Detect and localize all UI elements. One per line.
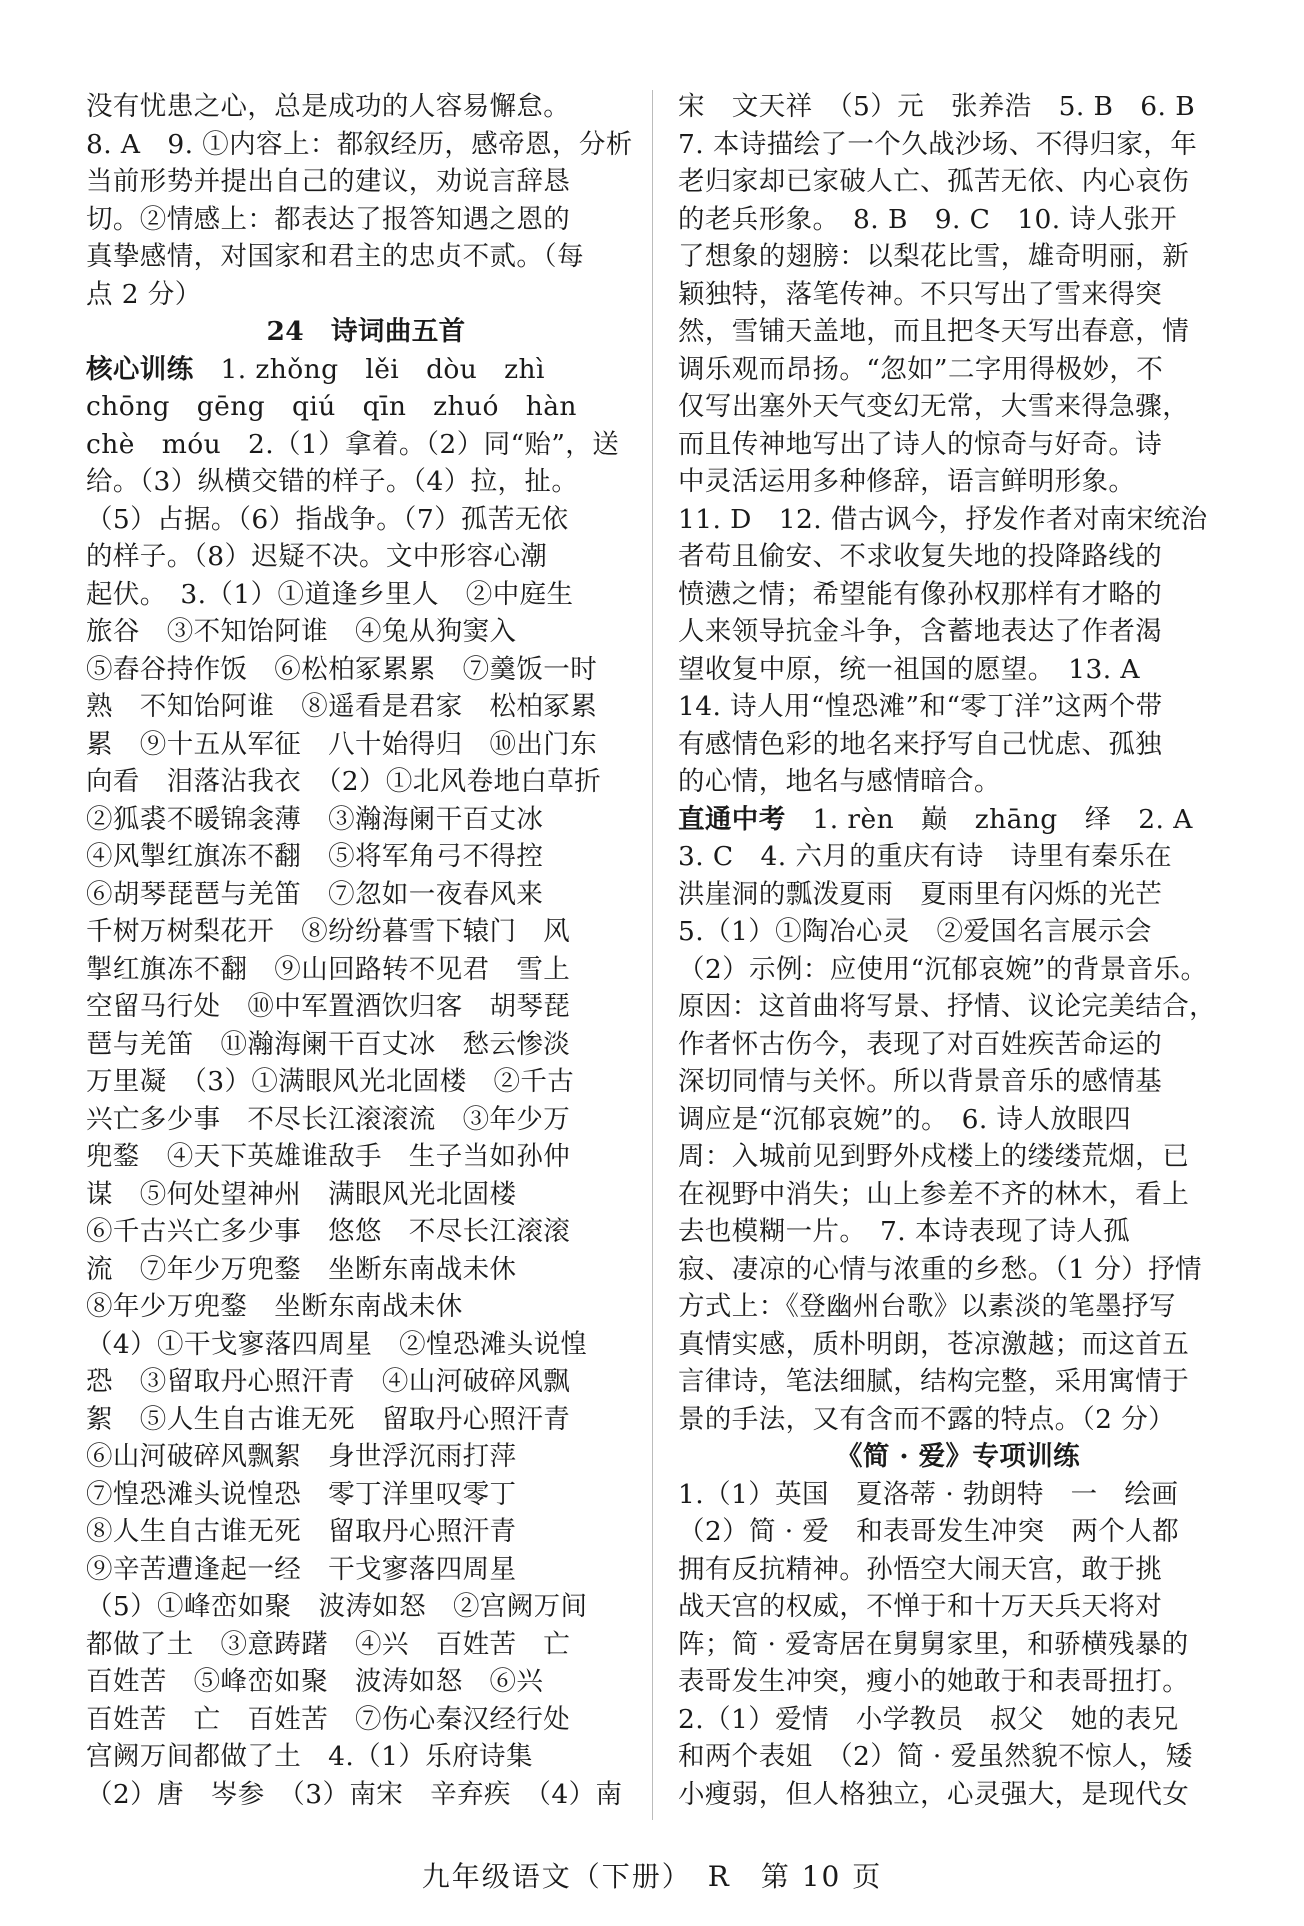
answer-line: 者苟且偷安、不求收复失地的投降路线的 [678, 541, 1163, 572]
section-heading: 24 诗词曲五首 [266, 316, 466, 347]
answer-line: 人来领导抗金斗争，含蓄地表达了作者渴 [678, 616, 1163, 647]
answer-line: 景的手法，又有含而不露的特点。（2 分） [678, 1403, 1176, 1435]
answer-line: chōng gēng qiú qīn zhuó hàn [86, 391, 577, 422]
answer-line: 百姓苦 ⑤峰峦如聚 波涛如怒 ⑥兴 [86, 1666, 544, 1697]
answer-line: 空留马行处 ⑩中军置酒饮归客 胡琴琵 [86, 991, 571, 1022]
answer-line: 万里凝 （3）①满眼风光北固楼 ②千古 [86, 1066, 575, 1097]
answer-line: 切。②情感上：都表达了报答知遇之恩的 [86, 203, 571, 235]
section-heading: 《简 · 爱》专项训练 [835, 1441, 1081, 1472]
answer-line: 的样子。（8）迟疑不决。文中形容心潮 [86, 541, 548, 572]
answer-line: ④风掣红旗冻不翻 ⑤将军角弓不得控 [86, 841, 544, 872]
answer-line: 累 ⑨十五从军征 八十始得归 ⑩出门东 [86, 728, 598, 760]
answer-line: 去也模糊一片。 7. 本诗表现了诗人孤 [678, 1216, 1131, 1247]
answer-line: （5）①峰峦如聚 波涛如怒 ②宫阙万间 [86, 1591, 588, 1622]
answer-line: 有感情色彩的地名来抒写自己忧虑、孤独 [678, 728, 1163, 760]
answer-line: 琶与羌笛 ⑪瀚海阑干百丈冰 愁云惨淡 [86, 1028, 571, 1060]
answer-text: 1. rèn 巅 zhāng 绎 2. A [785, 803, 1193, 835]
answer-line: （2）唐 岑参 （3）南宋 辛弃疾 （4）南 [86, 1778, 623, 1810]
answer-line: 1.（1）英国 夏洛蒂 · 勃朗特 一 绘画 [678, 1478, 1179, 1510]
answer-line: 表哥发生冲突，瘦小的她敢于和表哥扭打。 [678, 1666, 1190, 1697]
answer-line: 14. 诗人用“惶恐滩”和“零丁洋”这两个带 [678, 691, 1163, 722]
answer-line: chè móu 2.（1）拿着。（2）同“贻”，送 [86, 428, 620, 460]
answer-line: 千树万树梨花开 ⑧纷纷暮雪下辕门 风 [86, 916, 571, 947]
answer-line: （4）①干戈寥落四周星 ②惶恐滩头说惶 [86, 1328, 588, 1360]
answer-line: （2）简 · 爱 和表哥发生冲突 两个人都 [678, 1516, 1180, 1547]
answer-line: 11. D 12. 借古讽今，抒发作者对南宋统治 [678, 503, 1208, 535]
answer-text: 1. zhǒng lěi dòu zhì [193, 353, 545, 385]
answer-line: 给。（3）纵横交错的样子。（4）拉，扯。 [86, 466, 579, 497]
answer-line: （2）示例：应使用“沉郁哀婉”的背景音乐。 [678, 953, 1208, 985]
answer-line: 拥有反抗精神。孙悟空大闹天宫，敢于挑 [678, 1553, 1163, 1585]
answer-line: 8. A 9. ①内容上：都叙经历，感帝恩，分析 [86, 128, 633, 160]
answer-line: 兜鍪 ④天下英雄谁敌手 生子当如孙仲 [86, 1141, 571, 1172]
answer-line: 愤懑之情；希望能有像孙权那样有才略的 [678, 578, 1163, 610]
answer-line: ⑧年少万兜鍪 坐断东南战未休 [86, 1291, 463, 1322]
answer-line: 当前形势并提出自己的建议，劝说言辞恳 [86, 166, 571, 197]
answer-line: 调乐观而昂扬。“忽如”二字用得极妙，不 [678, 353, 1164, 385]
answer-line: 兴亡多少事 不尽长江滚滚流 ③年少万 [86, 1103, 571, 1135]
answer-line: ②狐裘不暖锦衾薄 ③瀚海阑干百丈冰 [86, 803, 544, 835]
section-label: 核心训练 [86, 353, 194, 385]
answer-line: 深切同情与关怀。所以背景音乐的感情基 [678, 1066, 1163, 1097]
answer-line: 而且传神地写出了诗人的惊奇与好奇。诗 [678, 428, 1163, 460]
answer-line: 宋 文天祥 （5）元 张养浩 5. B 6. B [678, 91, 1196, 122]
answer-line: 流 ⑦年少万兜鍪 坐断东南战未休 [86, 1253, 517, 1285]
answer-line: 战天宫的权威，不惮于和十万天兵天将对 [678, 1591, 1163, 1622]
answer-line: ⑥山河破碎风飘絮 身世浮沉雨打萍 [86, 1441, 517, 1472]
answer-line: 阵；简 · 爱寄居在舅舅家里，和骄横残暴的 [678, 1628, 1189, 1660]
answer-line: 谋 ⑤何处望神州 满眼风光北固楼 [86, 1178, 517, 1210]
answer-line: 和两个表姐 （2）简 · 爱虽然貌不惊人，矮 [678, 1741, 1193, 1772]
answer-line: 小瘦弱，但人格独立，心灵强大，是现代女 [678, 1778, 1190, 1810]
answer-line: 调应是“沉郁哀婉”的。 6. 诗人放眼四 [678, 1103, 1132, 1135]
answer-line: 恐 ③留取丹心照汗青 ④山河破碎风飘 [86, 1366, 571, 1397]
answer-line: 了想象的翅膀：以梨花比雪，雄奇明丽，新 [678, 241, 1190, 272]
answer-line: 百姓苦 亡 百姓苦 ⑦伤心秦汉经行处 [86, 1703, 571, 1735]
left-column [86, 88, 646, 1813]
answer-line: 点 2 分） [86, 278, 202, 310]
answer-line: ⑥胡琴琵琶与羌笛 ⑦忽如一夜春风来 [86, 878, 544, 910]
answer-line: 周：入城前见到野外戍楼上的缕缕荒烟，已 [678, 1141, 1190, 1172]
answer-line: 3. C 4. 六月的重庆有诗 诗里有秦乐在 [678, 841, 1172, 872]
answer-line: 然，雪铺天盖地，而且把冬天写出春意，情 [678, 316, 1190, 347]
section-line [678, 801, 1238, 839]
answer-line: 熟 不知饴阿谁 ⑧遥看是君家 松柏冢累 [86, 691, 598, 722]
answer-line: 没有忧患之心，总是成功的人容易懈怠。 [86, 91, 571, 122]
answer-line: 方式上：《登幽州台歌》以素淡的笔墨抒写 [678, 1291, 1176, 1322]
answer-line: ⑤舂谷持作饭 ⑥松柏冢累累 ⑦羹饭一时 [86, 653, 598, 685]
answer-line: 寂、凄凉的心情与浓重的乡愁。（1 分）抒情 [678, 1253, 1202, 1285]
answer-line: 的心情，地名与感情暗合。 [678, 766, 1001, 797]
answer-line: 望收复中原，统一祖国的愿望。 13. A [678, 653, 1140, 685]
page-footer: 九年级语文（下册） R 第 10 页 [421, 1860, 883, 1893]
column-divider [652, 90, 653, 1820]
answer-line: 洪崖洞的瓢泼夏雨 夏雨里有闪烁的光芒 [678, 878, 1163, 910]
answer-line: ⑥千古兴亡多少事 悠悠 不尽长江滚滚 [86, 1216, 571, 1247]
answer-line: 5.（1）①陶冶心灵 ②爱国名言展示会 [678, 916, 1152, 947]
answer-line: 在视野中消失；山上参差不齐的林木，看上 [678, 1178, 1190, 1210]
section-label: 直通中考 [678, 803, 786, 835]
section-line [86, 351, 646, 389]
answer-line: 起伏。 3.（1）①道逢乡里人 ②中庭生 [86, 578, 574, 610]
answer-line: 真挚感情，对国家和君主的忠贞不贰。（每 [86, 241, 584, 272]
answer-line: 老归家却已家破人亡、孤苦无依、内心哀伤 [678, 166, 1190, 197]
answer-line: 掣红旗冻不翻 ⑨山回路转不见君 雪上 [86, 953, 571, 985]
answer-line: 原因：这首曲将写景、抒情、议论完美结合， [678, 991, 1216, 1022]
answer-line: 言律诗，笔法细腻，结构完整，采用寓情于 [678, 1366, 1190, 1397]
answer-line: 向看 泪落沾我衣 （2）①北风卷地白草折 [86, 766, 602, 797]
answer-line: ⑨辛苦遭逢起一经 干戈寥落四周星 [86, 1553, 517, 1585]
answer-line: 旅谷 ③不知饴阿谁 ④兔从狗窦入 [86, 616, 517, 647]
right-column [678, 88, 1238, 1813]
answer-line: ⑦惶恐滩头说惶恐 零丁洋里叹零丁 [86, 1478, 517, 1510]
answer-line: 的老兵形象。 8. B 9. C 10. 诗人张开 [678, 203, 1177, 235]
answer-line: 絮 ⑤人生自古谁无死 留取丹心照汗青 [86, 1403, 571, 1435]
answer-line: 中灵活运用多种修辞，语言鲜明形象。 [678, 466, 1136, 497]
answer-line: （5）占据。（6）指战争。（7）孤苦无依 [86, 503, 569, 535]
answer-line: 颖独特，落笔传神。不只写出了雪来得突 [678, 278, 1163, 310]
answer-line: 真情实感，质朴明朗，苍凉激越；而这首五 [678, 1328, 1190, 1360]
answer-line: 7. 本诗描绘了一个久战沙场、不得归家，年 [678, 128, 1198, 160]
answer-line: ⑧人生自古谁无死 留取丹心照汗青 [86, 1516, 517, 1547]
answer-line: 仅写出塞外天气变幻无常，大雪来得急骤， [678, 391, 1190, 422]
answer-line: 宫阙万间都做了土 4.（1）乐府诗集 [86, 1741, 533, 1772]
answer-line: 2.（1）爱情 小学教员 叔父 她的表兄 [678, 1703, 1179, 1735]
answer-line: 作者怀古伤今，表现了对百姓疾苦命运的 [678, 1028, 1163, 1060]
answer-line: 都做了土 ③意踌躇 ④兴 百姓苦 亡 [86, 1628, 571, 1660]
